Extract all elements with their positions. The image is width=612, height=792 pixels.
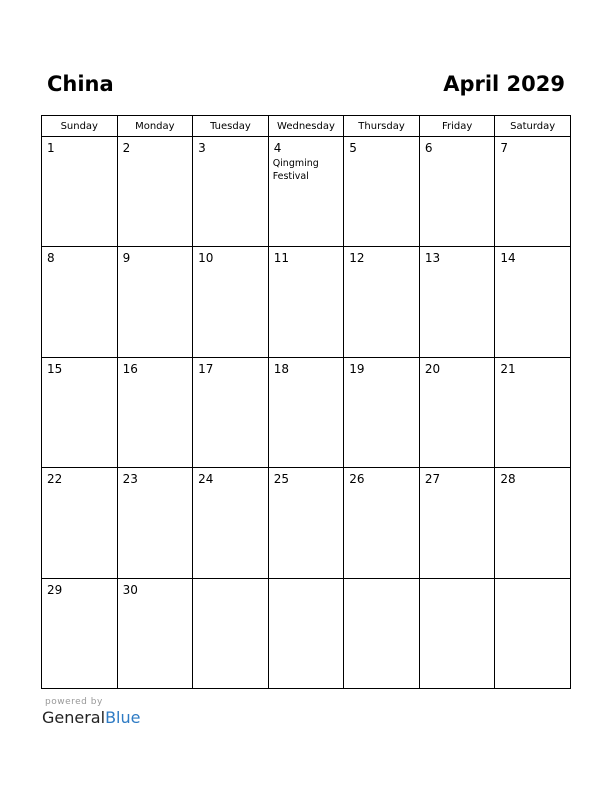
day-number: 1: [47, 141, 55, 155]
day-number: 26: [349, 472, 365, 487]
day-cell: [495, 357, 571, 467]
empty-day-cell: [268, 578, 344, 688]
day-number: 15: [47, 361, 63, 376]
day-cell: [344, 357, 420, 467]
day-number: 23: [122, 472, 138, 487]
day-cell: [193, 247, 269, 357]
day-cell: [268, 468, 344, 578]
day-cell: [419, 357, 495, 467]
day-number: 7: [500, 141, 509, 155]
day-number: 16: [122, 361, 138, 376]
day-cell: [42, 468, 118, 578]
day-cell: [419, 137, 495, 247]
month-year-title: April 2029: [443, 72, 565, 96]
day-number: 20: [424, 361, 441, 376]
day-cell: [268, 247, 344, 357]
day-number: 25: [273, 472, 289, 487]
day-cell: [344, 247, 420, 357]
calendar-grid: [41, 115, 571, 689]
day-number: 9: [122, 251, 131, 266]
day-number: 18: [273, 361, 289, 376]
day-cell: [268, 137, 344, 247]
weekday-header: Sunday: [42, 116, 118, 137]
weekday-header: Thursday: [344, 116, 420, 137]
day-number: 2: [122, 141, 131, 155]
empty-day-cell: [495, 578, 571, 688]
day-cell: [495, 468, 571, 578]
day-number: 24: [198, 472, 214, 487]
day-number: 21: [500, 361, 516, 376]
day-number: 5: [349, 141, 357, 155]
day-cell: [495, 137, 571, 247]
day-number: 27: [424, 472, 441, 487]
day-number: 22: [47, 472, 63, 487]
day-number: 8: [47, 251, 55, 266]
day-number: 29: [47, 582, 63, 597]
day-number: 6: [424, 141, 433, 155]
week-row: [42, 468, 571, 578]
day-number: 17: [198, 361, 214, 376]
day-cell: [193, 137, 269, 247]
day-cell: [42, 357, 118, 467]
day-number: 11: [273, 251, 289, 266]
day-number: 13: [424, 251, 441, 266]
day-cell: [193, 357, 269, 467]
day-number: 19: [349, 361, 365, 376]
weekday-header: Saturday: [495, 116, 571, 137]
day-number: 12: [349, 251, 365, 266]
generalblue-logo: [42, 708, 140, 728]
day-number: 10: [198, 251, 214, 266]
day-number: 14: [500, 251, 516, 266]
brand-general-text: General: [42, 708, 106, 727]
weekday-header: Monday: [117, 116, 193, 137]
holiday-label: Qingming Festival: [272, 158, 319, 182]
powered-by-label: powered by: [45, 697, 103, 707]
day-cell: [117, 247, 193, 357]
weekday-header: Wednesday: [268, 116, 344, 137]
week-row: [42, 578, 571, 688]
brand-blue-text: Blue: [105, 708, 141, 727]
weekday-header-row: [42, 116, 571, 137]
day-cell: [117, 137, 193, 247]
day-cell: [42, 137, 118, 247]
empty-day-cell: [419, 578, 495, 688]
day-cell: [117, 357, 193, 467]
day-cell: [344, 137, 420, 247]
day-cell: [419, 468, 495, 578]
week-row: [42, 357, 571, 467]
empty-day-cell: [193, 578, 269, 688]
empty-day-cell: [344, 578, 420, 688]
day-cell: [344, 468, 420, 578]
country-title: China: [47, 72, 114, 96]
day-cell: [42, 578, 118, 688]
week-row: [42, 247, 571, 357]
day-cell: [419, 247, 495, 357]
day-number: 3: [198, 141, 206, 155]
day-number: 4: [273, 141, 282, 155]
day-number: 28: [500, 472, 516, 487]
day-cell: [268, 357, 344, 467]
day-cell: [193, 468, 269, 578]
day-cell: [495, 247, 571, 357]
weekday-header: Tuesday: [193, 116, 269, 137]
weekday-header: Friday: [419, 116, 495, 137]
day-cell: [117, 578, 193, 688]
day-cell: [42, 247, 118, 357]
week-row: [42, 137, 571, 247]
day-number: 30: [122, 582, 138, 597]
day-cell: [117, 468, 193, 578]
